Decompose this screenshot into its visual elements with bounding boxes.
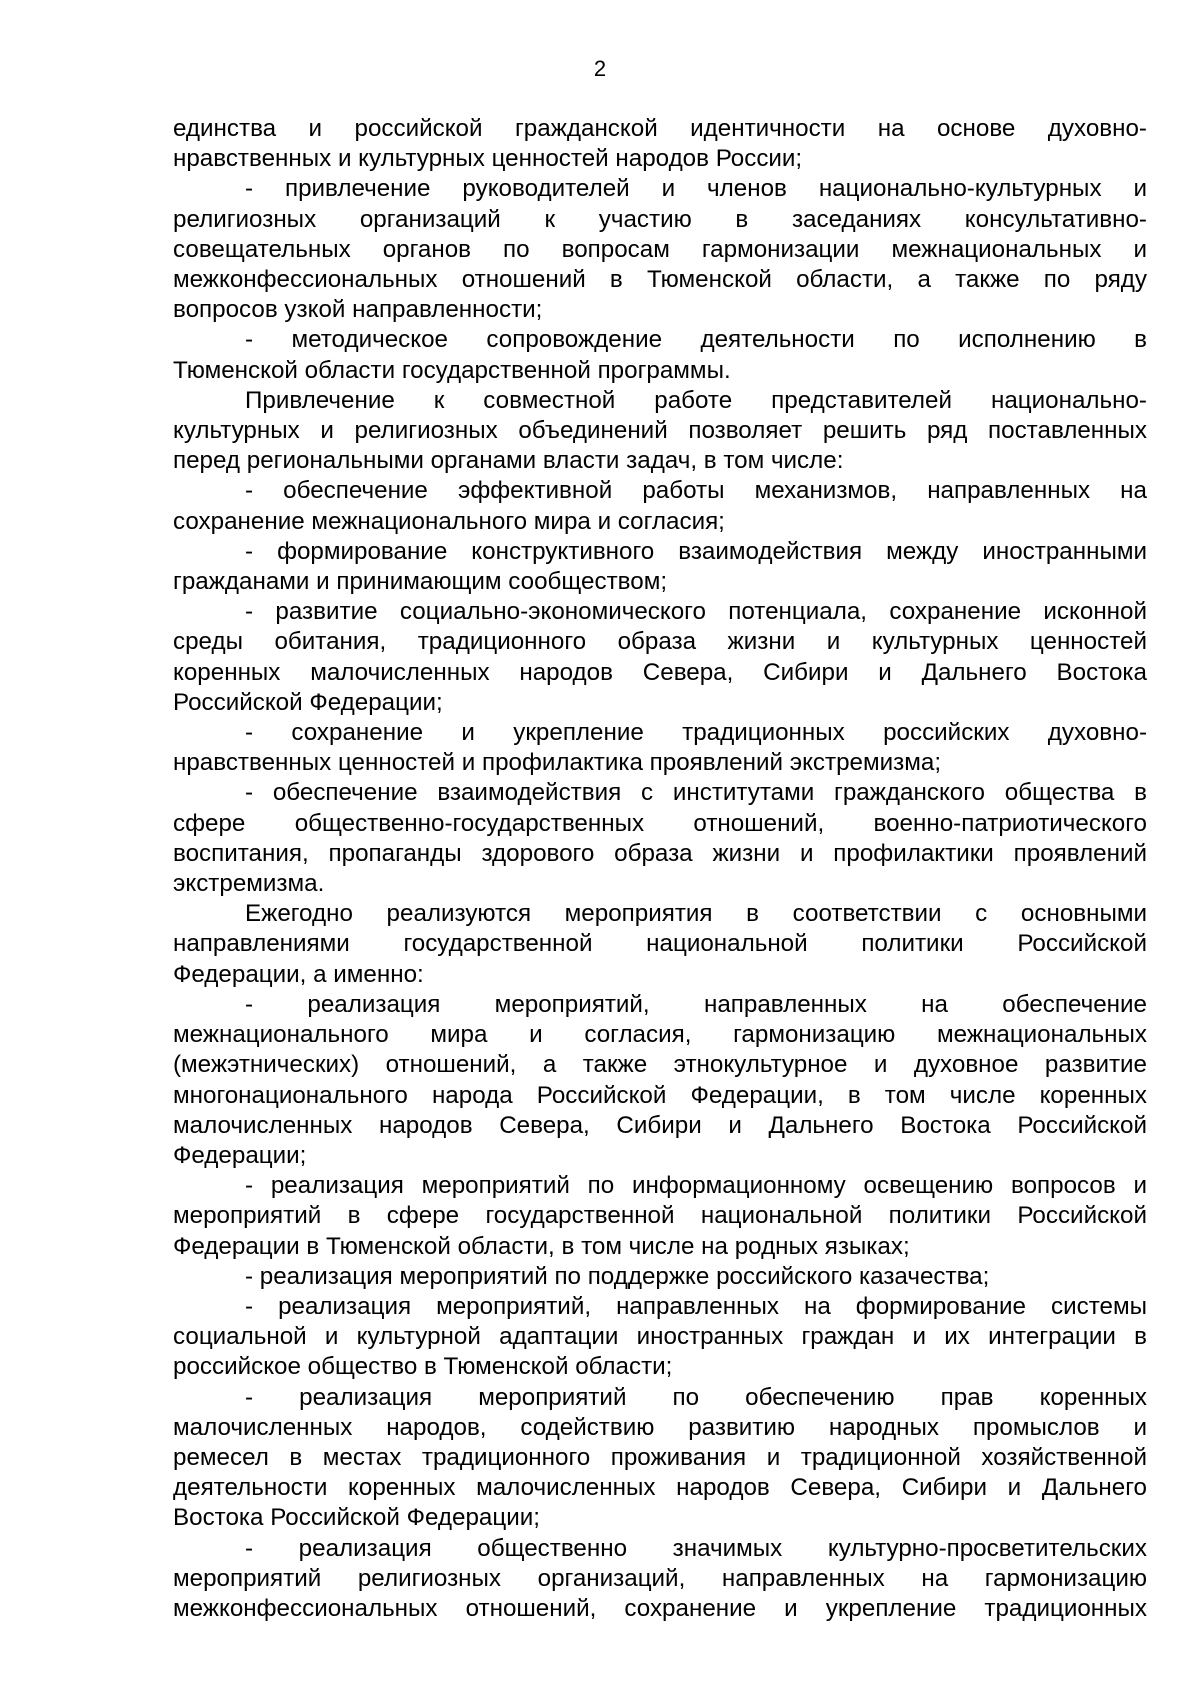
text-line: воспитания, пропаганды здорового образа жизни и профилактики проявлений xyxy=(173,839,1147,867)
text-line: социальной и культурной адаптации иностранных граждан и их интеграции в xyxy=(173,1323,1147,1351)
text-line: - сохранение и укрепление традиционных российских духовно- xyxy=(245,719,1147,747)
text-line: - реализация мероприятий по поддержке российского казачества; xyxy=(245,1262,990,1290)
text-line: - реализация мероприятий по обеспечению прав коренных xyxy=(245,1383,1147,1411)
text-line: вопросов узкой направленности; xyxy=(173,296,543,324)
text-line: - реализация мероприятий, направленных на обеспечение xyxy=(245,990,1147,1018)
text-line: Российской Федерации; xyxy=(173,688,443,716)
page-number: 2 xyxy=(593,56,607,81)
text-line: российское общество в Тюменской области; xyxy=(173,1353,673,1381)
text-line: религиозных организаций к участию в заседаниях консультативно- xyxy=(173,205,1147,233)
text-line: - привлечение руководителей и членов национально-культурных и xyxy=(245,175,1147,203)
text-line: малочисленных народов, содействию развитию народных промыслов и xyxy=(173,1413,1147,1441)
text-line: (межэтнических) отношений, а также этнокультурное и духовное развитие xyxy=(173,1051,1147,1079)
text-line: межконфессиональных отношений, сохранение и укрепление традиционных xyxy=(173,1594,1147,1622)
text-line: межнационального мира и согласия, гармонизацию межнациональных xyxy=(173,1021,1147,1049)
text-line: перед региональными органами власти задач, в том числе: xyxy=(173,447,844,475)
text-line: мероприятий религиозных организаций, направленных на гармонизацию xyxy=(173,1564,1147,1592)
text-line: деятельности коренных малочисленных народов Севера, Сибири и Дальнего xyxy=(173,1474,1147,1502)
text-line: гражданами и принимающим сообществом; xyxy=(173,568,668,596)
text-line: многонационального народа Российской Федерации, в том числе коренных xyxy=(173,1081,1147,1109)
text-line: Федерации в Тюменской области, в том числе на родных языках; xyxy=(173,1232,910,1260)
text-line: экстремизма. xyxy=(173,870,325,898)
text-line: Привлечение к совместной работе представителей национально- xyxy=(245,386,1147,414)
text-line: - реализация мероприятий, направленных на формирование системы xyxy=(245,1292,1147,1320)
text-line: среды обитания, традиционного образа жизни и культурных ценностей xyxy=(173,628,1147,656)
text-line: направлениями государственной национальной политики Российской xyxy=(173,930,1147,958)
text-line: - развитие социально-экономического потенциала, сохранение исконной xyxy=(245,598,1147,626)
text-line: сохранение межнационального мира и согласия; xyxy=(173,507,725,535)
text-line: малочисленных народов Севера, Сибири и Дальнего Востока Российской xyxy=(173,1111,1147,1139)
text-line: коренных малочисленных народов Севера, Сибири и Дальнего Востока xyxy=(173,658,1147,686)
text-line: Тюменской области государственной программы. xyxy=(173,356,731,384)
text-line: Востока Российской Федерации; xyxy=(173,1504,540,1532)
text-line: Федерации; xyxy=(173,1141,307,1169)
text-line: ремесел в местах традиционного проживания и традиционной хозяйственной xyxy=(173,1443,1147,1471)
text-line: сфере общественно-государственных отношений, военно-патриотического xyxy=(173,809,1147,837)
text-line: Федерации, а именно: xyxy=(173,960,424,988)
text-line: нравственных и культурных ценностей народов России; xyxy=(173,145,803,173)
text-line: нравственных ценностей и профилактика проявлений экстремизма; xyxy=(173,749,942,777)
text-line: - реализация мероприятий по информационному освещению вопросов и xyxy=(245,1172,1147,1200)
text-line: мероприятий в сфере государственной национальной политики Российской xyxy=(173,1202,1147,1230)
text-line: совещательных органов по вопросам гармонизации межнациональных и xyxy=(173,235,1147,263)
text-line: - формирование конструктивного взаимодействия между иностранными xyxy=(245,537,1147,565)
text-line: культурных и религиозных объединений позволяет решить ряд поставленных xyxy=(173,417,1147,445)
text-line: - обеспечение эффективной работы механизмов, направленных на xyxy=(245,477,1147,505)
text-line: - реализация общественно значимых культурно-просветительских xyxy=(245,1534,1147,1562)
text-line: - методическое сопровождение деятельности по исполнению в xyxy=(245,326,1147,354)
document-body xyxy=(173,114,1147,1624)
text-line: межконфессиональных отношений в Тюменской области, а также по ряду xyxy=(173,266,1147,294)
text-line: единства и российской гражданской идентичности на основе духовно- xyxy=(173,115,1147,142)
text-line: Ежегодно реализуются мероприятия в соответствии с основными xyxy=(245,900,1147,928)
text-line: - обеспечение взаимодействия с институтами гражданского общества в xyxy=(245,779,1147,807)
